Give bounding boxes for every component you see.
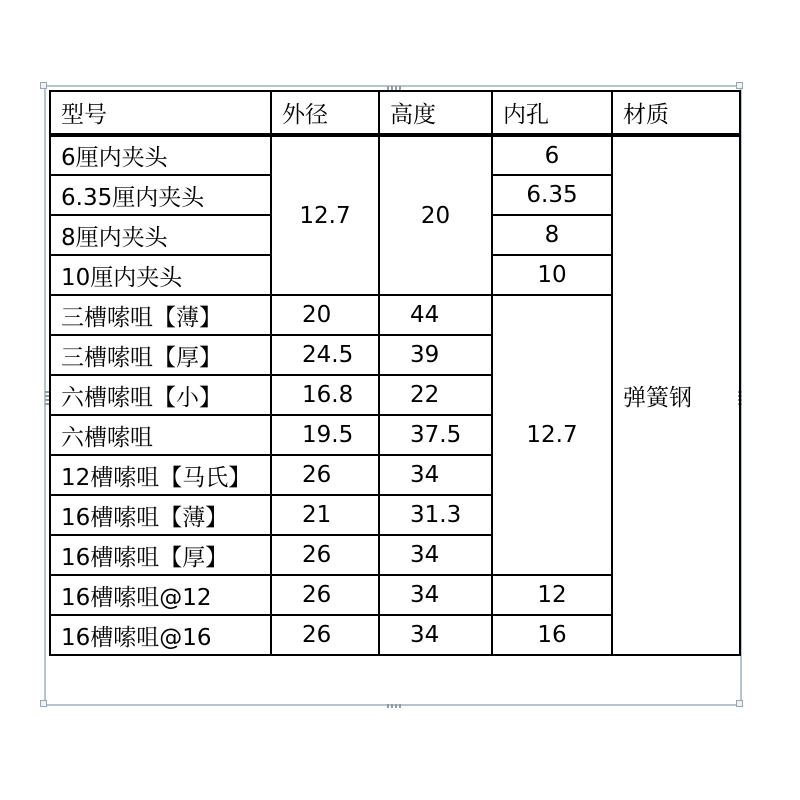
resize-handle-bottom[interactable] [387, 704, 401, 708]
cell-height[interactable]: 22 [379, 375, 492, 415]
resize-handle-bottom-left[interactable] [40, 700, 47, 707]
header-outer-diameter[interactable]: 外径 [271, 91, 379, 135]
cell-height[interactable]: 44 [379, 295, 492, 335]
cell-outer-diameter-merged[interactable]: 12.7 [271, 135, 379, 295]
cell-height[interactable]: 37.5 [379, 415, 492, 455]
cell-model[interactable]: 8厘内夹头 [50, 215, 271, 255]
cell-outer-diameter[interactable]: 26 [271, 615, 379, 655]
cell-height[interactable]: 34 [379, 535, 492, 575]
table-row [50, 135, 740, 175]
header-bore[interactable]: 内孔 [492, 91, 612, 135]
cell-outer-diameter[interactable]: 21 [271, 495, 379, 535]
cell-model[interactable]: 6.35厘内夹头 [50, 175, 271, 215]
cell-outer-diameter[interactable]: 24.5 [271, 335, 379, 375]
cell-bore[interactable]: 8 [492, 215, 612, 255]
cell-height[interactable]: 31.3 [379, 495, 492, 535]
cell-bore[interactable]: 12 [492, 575, 612, 615]
cell-outer-diameter[interactable]: 20 [271, 295, 379, 335]
resize-handle-top-left[interactable] [40, 82, 47, 89]
cell-model[interactable]: 16槽嗦咀【薄】 [50, 495, 271, 535]
cell-height[interactable]: 39 [379, 335, 492, 375]
cell-bore-merged[interactable]: 12.7 [492, 295, 612, 575]
cell-outer-diameter[interactable]: 26 [271, 535, 379, 575]
cell-outer-diameter[interactable]: 26 [271, 575, 379, 615]
cell-outer-diameter[interactable]: 26 [271, 455, 379, 495]
cell-bore[interactable]: 6 [492, 135, 612, 175]
cell-model[interactable]: 三槽嗦咀【薄】 [50, 295, 271, 335]
cell-model[interactable]: 16槽嗦咀@12 [50, 575, 271, 615]
table-header-row [50, 91, 740, 135]
cell-outer-diameter[interactable]: 19.5 [271, 415, 379, 455]
cell-height[interactable]: 34 [379, 615, 492, 655]
cell-height[interactable]: 34 [379, 575, 492, 615]
cell-model[interactable]: 16槽嗦咀【厚】 [50, 535, 271, 575]
cell-model[interactable]: 16槽嗦咀@16 [50, 615, 271, 655]
cell-model[interactable]: 三槽嗦咀【厚】 [50, 335, 271, 375]
spec-table [49, 90, 741, 656]
cell-bore[interactable]: 16 [492, 615, 612, 655]
cell-model[interactable]: 12槽嗦咀【马氏】 [50, 455, 271, 495]
cell-material-merged[interactable]: 弹簧钢 [612, 135, 740, 655]
header-height[interactable]: 高度 [379, 91, 492, 135]
cell-height-merged[interactable]: 20 [379, 135, 492, 295]
cell-outer-diameter[interactable]: 16.8 [271, 375, 379, 415]
resize-handle-top-right[interactable] [736, 82, 743, 89]
cell-model[interactable]: 六槽嗦咀 [50, 415, 271, 455]
cell-bore[interactable]: 10 [492, 255, 612, 295]
header-model[interactable]: 型号 [50, 91, 271, 135]
cell-height[interactable]: 34 [379, 455, 492, 495]
cell-model[interactable]: 6厘内夹头 [50, 135, 271, 175]
resize-handle-bottom-right[interactable] [736, 700, 743, 707]
cell-model[interactable]: 六槽嗦咀【小】 [50, 375, 271, 415]
cell-model[interactable]: 10厘内夹头 [50, 255, 271, 295]
cell-bore[interactable]: 6.35 [492, 175, 612, 215]
header-material[interactable]: 材质 [612, 91, 740, 135]
